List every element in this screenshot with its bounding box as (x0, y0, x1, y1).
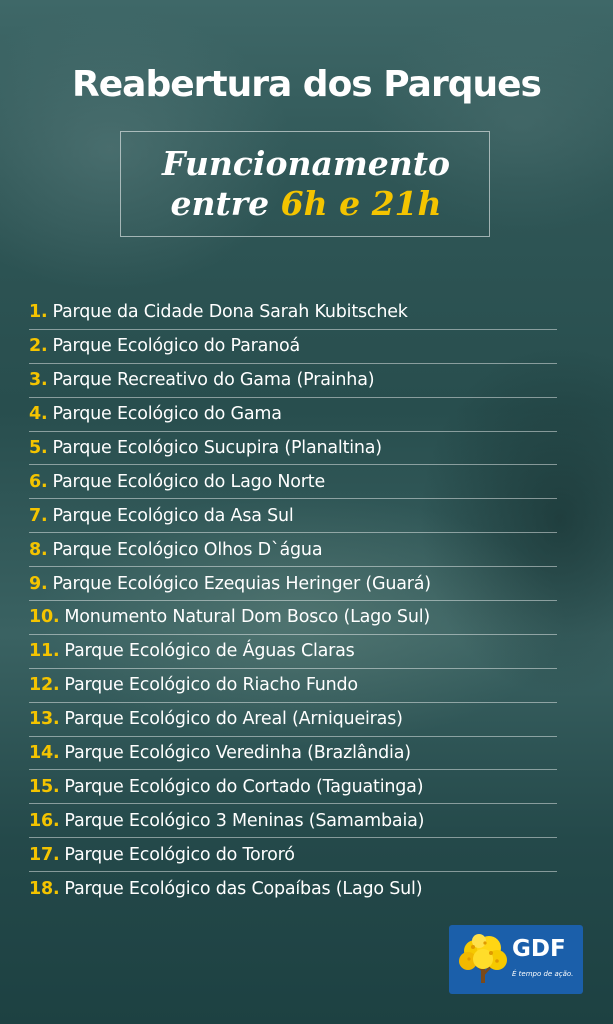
list-item (29, 601, 557, 635)
list-item (29, 635, 557, 669)
list-item (29, 872, 557, 906)
park-name: Parque Ecológico Ezequias Heringer (Guará) (52, 573, 431, 594)
list-item (29, 499, 557, 533)
opening-hours-box (120, 131, 490, 237)
park-name: Parque Ecológico 3 Meninas (Samambaia) (64, 810, 425, 831)
park-number: 4. (29, 404, 48, 425)
park-number: 1. (29, 302, 48, 323)
park-number: 16. (29, 810, 60, 831)
park-number: 5. (29, 438, 48, 458)
park-name: Parque Ecológico do Riacho Fundo (64, 675, 358, 696)
hours-time: 6h e 21h (280, 184, 442, 223)
park-name: Parque Ecológico Olhos D`água (52, 539, 323, 560)
park-name: Monumento Natural Dom Bosco (Lago Sul) (64, 607, 431, 628)
list-item (29, 567, 557, 601)
park-number: 6. (29, 471, 48, 492)
park-name: Parque Ecológico do Lago Norte (52, 471, 326, 492)
list-item (29, 398, 557, 432)
list-item (29, 838, 557, 872)
park-name: Parque Ecológico das Copaíbas (Lago Sul) (64, 879, 423, 900)
list-item (29, 804, 557, 838)
park-name: Parque Ecológico da Asa Sul (52, 505, 294, 526)
logo-text: GDF (512, 936, 566, 962)
yellow-tree-icon (455, 931, 511, 987)
park-number: 13. (29, 709, 60, 730)
park-number: 2. (29, 336, 48, 357)
park-name: Parque Ecológico Veredinha (Brazlândia) (64, 743, 411, 764)
park-name: Parque Ecológico de Águas Claras (64, 641, 355, 662)
park-name: Parque Ecológico do Gama (52, 404, 282, 425)
park-number: 9. (29, 573, 48, 594)
hours-prefix: entre (170, 184, 270, 223)
park-name: Parque Ecológico do Areal (Arniqueiras) (64, 709, 403, 730)
list-item (29, 770, 557, 804)
list-item (29, 703, 557, 737)
park-name: Parque Ecológico do Cortado (Taguatinga) (64, 776, 424, 797)
park-number: 8. (29, 539, 48, 560)
hours-heading: Funcionamento (161, 144, 450, 183)
park-number: 14. (29, 743, 60, 764)
list-item (29, 330, 557, 364)
park-number: 12. (29, 675, 60, 696)
list-item (29, 533, 557, 567)
gdf-logo (449, 925, 583, 994)
park-number: 10. (29, 607, 60, 628)
list-item (29, 296, 557, 330)
page-title: Reabertura dos Parques (72, 64, 541, 105)
park-number: 18. (29, 879, 60, 900)
park-number: 17. (29, 844, 60, 865)
list-item (29, 364, 557, 398)
park-number: 15. (29, 776, 60, 797)
park-number: 11. (29, 641, 60, 662)
parks-list (29, 296, 557, 906)
logo-slogan: É tempo de ação. (512, 970, 574, 978)
list-item (29, 669, 557, 703)
park-number: 3. (29, 370, 48, 391)
list-item (29, 465, 557, 499)
park-name: Parque Recreativo do Gama (Prainha) (52, 370, 375, 391)
park-name: Parque Ecológico do Paranoá (52, 336, 301, 357)
park-name: Parque Ecológico Sucupira (Planaltina) (52, 438, 382, 458)
list-item (29, 737, 557, 771)
hours-range (121, 184, 491, 223)
list-item (29, 432, 557, 466)
park-name: Parque Ecológico do Tororó (64, 844, 295, 865)
park-name: Parque da Cidade Dona Sarah Kubitschek (52, 302, 408, 323)
park-number: 7. (29, 505, 48, 526)
